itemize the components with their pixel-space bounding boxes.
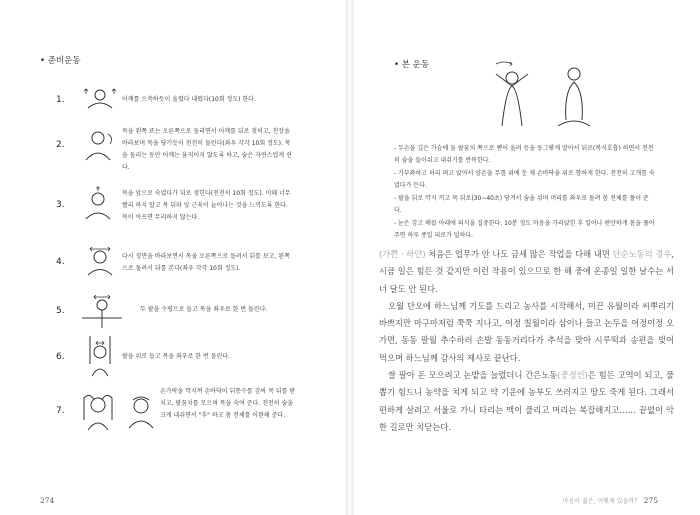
head-bow-figure-icon [124,392,158,432]
step-text: 목을 왼쪽 또는 오른쪽으로 돌리면서 어깨를 뒤로 젖히고, 천장을 바라보며 목을 당기듯이 천천히 돌린다(좌우 각각 10회 정도). 목을 돌리는 동안 어깨는 움직이지 않도록 하고, 숨은 자연스럽게 쉰다. [122,128,292,171]
main-exercise-heading: • 본 운동 [394,60,430,70]
step-number: 7. [56,406,65,416]
step-number: 5. [56,306,65,316]
exercise-bullets [394,143,656,243]
shoulder-shrug-figure-icon [80,86,120,110]
step-text: 목을 앞으로 숙였다가 뒤로 젖힌다(천천히 10회 정도). 이때 너무 빨리 하지 말고 목 뒤와 앞 근육이 늘어나는 것을 느끼도록 한다. 목이 아프면 무리하지 않는다. [122,190,291,221]
step-number: 1. [56,95,65,105]
step-number: 2. [56,140,65,150]
bullet-item: - 가부좌하고 허리 펴고 앉아서 양손을 무릎 위에 둔 채 손바닥을 위로 향하게 한다. 천천히 고개를 숙였다가 든다. [394,170,655,189]
neck-turn-figure-icon [80,246,120,276]
warmup-heading: • 준비운동 [40,56,81,66]
meditation-pose-figure-icon [554,64,594,130]
page-footer-right [563,496,658,505]
neck-bend-figure-icon [80,186,120,220]
step-text: 다시 정면을 바라보면서 목을 오른쪽으로 돌려서 뒤를 보고, 왼쪽으로 돌려서 뒤를 본다(좌우 각각 10회 정도). [122,253,290,272]
bullet-item: - 두손을 깊은 가슴에 둘 팔꿈치 쪽으로 뻗어 올려 등을 동그랗게 말아서 뒤로(복식호흡) 하면서 천천히 숨을 들이쉬고 내쉬기를 반복한다. [394,145,654,164]
paragraph: (가쁜 · 하얀) 처음은 업무가 안 나도 금세 많은 작업을 다해 내면 단순노동의 경우, 시큼 일은 힘든 것 같지만 이런 작용이 있으므로 한 해 중에 온종일 일한 날수는 서너 달도 안 된다. [379,249,674,294]
arms-up-figure-icon [80,334,120,378]
step-number: 6. [56,352,65,362]
neck-rotation-figure-icon [80,128,120,162]
step-number: 3. [56,200,65,210]
stretch-pose-figure-icon [482,60,544,130]
step-text: 팔을 위로 들고 목을 좌우로 한 번 돌린다. [122,353,230,360]
paragraph: 오월 단오에 하느님께 기도를 드리고 농사를 시작해서, 미끈 유월이라 씨뿌리기 바쁘지만 마구마저럼 쭉쭉 지나고, 어정 칠월이라 삼이나 들고 논두을 어정이정 오가면, 동동 팔월 추수하러 손발 동동거리다가 추석을 맞아 시루떡과 송편을 빚어 먹으며 하느님께 감사의 제사로 끝난다. [379,300,674,363]
page-number-right: 275 [643,496,658,505]
running-title: 마음이 젊은, 어떻게 있을까? [562,498,638,505]
hands-behind-head-figure-icon [80,390,130,432]
right-page [354,0,700,515]
step-text: 두 팔을 수평으로 들고 목을 좌우로 한 번 돌린다. [140,306,268,313]
step-text: 어깨를 으쓱하듯이 올렸다 내렸다(10회 정도) 한다. [122,96,256,103]
arms-out-figure-icon [80,294,144,330]
step-text: 손가락을 깍지껴 손바닥이 뒤통수를 감싸 목 뒤를 받치고, 팔꿈치를 모으며 목을 숙여 준다. 천천히 숨을 크게 내쉬면서 "후" 하고 몸 전체를 이완해 준다. [160,388,296,419]
paragraph: 쌀 팔아 돈 모으려고 논밭을 늘렸더니 간은노동(중정인)은 힘든 고역이 되고, 풀 뽑기 힘드니 농약을 치게 되고 약 기운에 농부도 쓰러지고 땅도 죽게 된다. 그래서 편하게 살려고 서울로 가니 타리는 맥이 풀리고 머리는 복잡해지고…… 끝없이 악한 길로만 치닫는다. [379,370,674,432]
step-number: 4. [56,257,65,267]
bullet-item: - 팔을 뒤로 깍지 끼고 목 뒤로(30~40초) 당겨서 숨을 쉬며 머리를 좌우로 돌려 몸 전체를 풀어 준다. [394,195,649,214]
bullet-item: - 눈은 감고 배꼽 아래에 의식을 집중한다. 10분 정도 마음을 가라앉힌 후 일어나 편안하게 몸을 풀어 주면 하루 종일 피로가 덜하다. [394,220,655,239]
left-page [0,0,346,515]
page-number-left: 274 [40,496,55,505]
book-gutter [346,0,354,515]
body-text [379,246,674,436]
